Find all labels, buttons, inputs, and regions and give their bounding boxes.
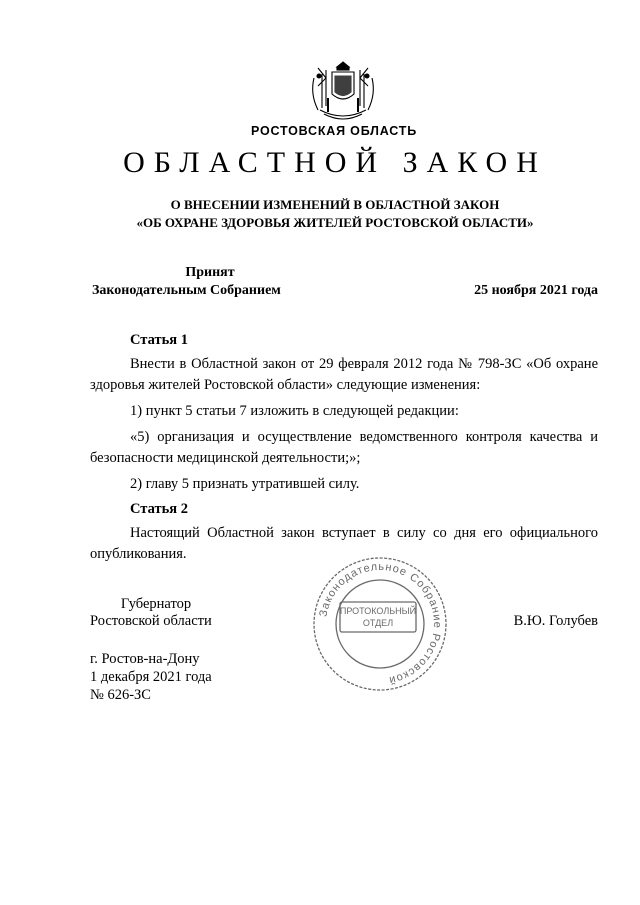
stamp-ring-text: Законодательное Собрание Ростовской: [317, 560, 444, 687]
signatory-title: Губернатор: [120, 596, 192, 612]
stamp-inner-text: ОТДЕЛ: [362, 618, 394, 628]
article-item: 1) пункт 5 статьи 7 изложить в следующей редакции:: [130, 403, 459, 419]
law-number: № 626-ЗС: [90, 687, 151, 703]
article-item-text: «5) организация и осуществление ведомственного контроля качества и безопасности медицинской деятельности;»;: [90, 429, 598, 466]
signing-date: 1 декабря 2021 года: [90, 669, 212, 685]
article-item: 2) главу 5 признать утратившей силу.: [130, 476, 360, 492]
region-name: РОСТОВСКАЯ ОБЛАСТЬ: [251, 124, 417, 138]
article-paragraph: Настоящий Областной закон вступает в силу со дня его официального опубликования.: [90, 525, 598, 562]
signing-city: г. Ростов-на-Дону: [90, 651, 200, 667]
stamp-inner-text: ПРОТОКОЛЬНЫЙ: [339, 606, 417, 616]
coat-of-arms-emblem: [304, 58, 382, 124]
article-heading: Статья 1: [130, 332, 188, 348]
official-stamp: [312, 556, 448, 692]
document-type-title: ОБЛАСТНОЙ ЗАКОН: [123, 146, 547, 179]
adopting-body: Законодательным Собранием: [92, 283, 281, 298]
adoption-date: 25 ноября 2021 года: [474, 283, 598, 298]
signatory-name: В.Ю. Голубев: [513, 613, 598, 629]
signatory-region: Ростовской области: [90, 613, 212, 629]
article-1: [90, 330, 598, 495]
law-subject-line: «ОБ ОХРАНЕ ЗДОРОВЬЯ ЖИТЕЛЕЙ РОСТОВСКОЙ ОБЛАСТИ»: [136, 215, 534, 230]
law-subject-line: О ВНЕСЕНИИ ИЗМЕНЕНИЙ В ОБЛАСТНОЙ ЗАКОН: [170, 197, 500, 212]
document-footer: [90, 650, 212, 704]
law-subject: [0, 196, 640, 232]
article-paragraph: Внести в Областной закон от 29 февраля 2012 года № 798-ЗС «Об охране здоровья жителей Ростовской области» следующие изменения:: [90, 356, 598, 393]
adopted-label: Принят: [185, 265, 235, 280]
article-heading: Статья 2: [130, 501, 188, 517]
